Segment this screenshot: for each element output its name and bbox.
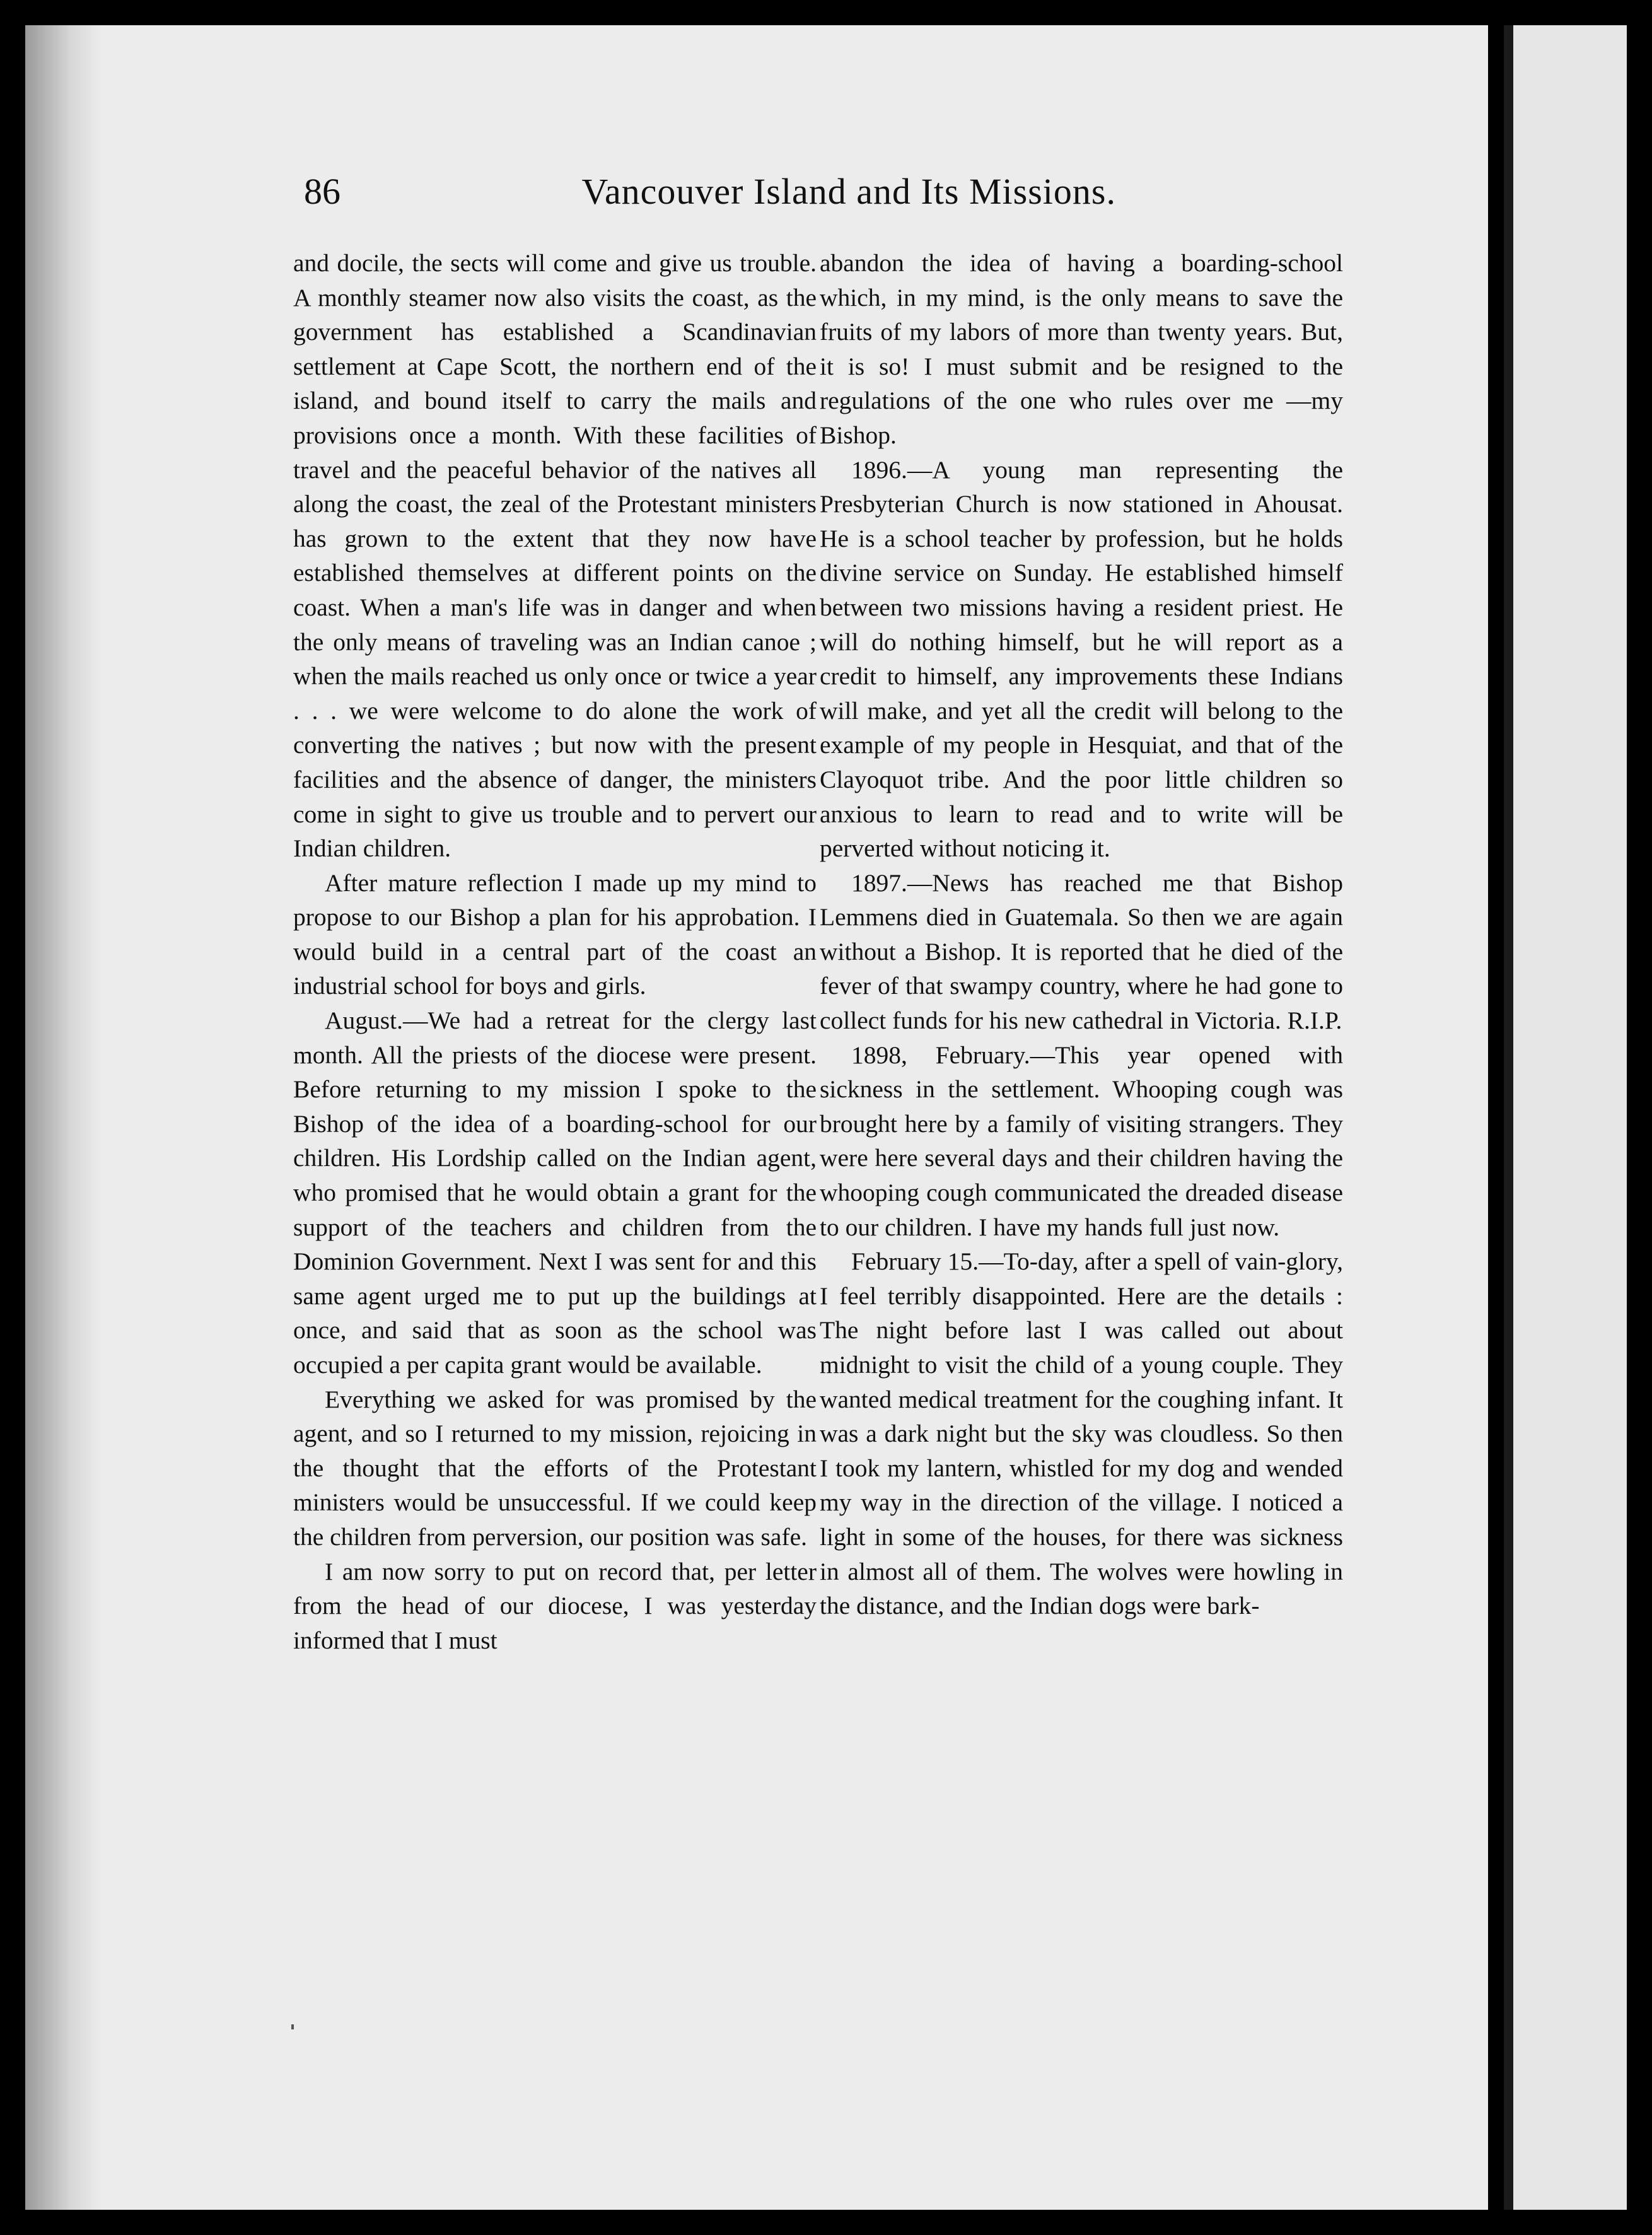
right-column — [820, 246, 1343, 1623]
ink-speck — [291, 2024, 294, 2029]
paragraph: Everything we asked for was promised by the agent, and so I returned to my mission, rejoicing in the thought that the efforts of the Protestant ministers would be unsuccessful. If we could keep the children from perversion, our position was safe. — [293, 1385, 817, 1551]
paragraph: February 15.—To-day, after a spell of vain-glory, I feel terribly disappointed. Here are the details : The night before last I was called out about midnight to visit the child of a young couple. They wanted medical treatment for the coughing infant. It was a dark night but the sky was cloudless. So then I took my lantern, whistled for my dog and wended my way in the direction of the village. I noticed a light in some of the houses, for there was sickness in almost all of them. The wolves were howling in the distance, and the Indian dogs were bark- — [820, 1247, 1343, 1620]
paragraph: I am now sorry to put on record that, per letter from the head of our diocese, I was yesterday informed that I must — [293, 1557, 817, 1654]
paragraph: 1896.—A young man representing the Presbyterian Church is now stationed in Ahousat. He is a school teacher by profession, but he holds divine service on Sunday. He established himself between two missions having a resident priest. He will do nothing himself, but he will report as a credit to himself, any improvements these Indians will make, and yet all the credit will belong to the example of my people in Hesquiat, and that of the Clayoquot tribe. And the poor little children so anxious to learn to read and to write will be perverted without noticing it. — [820, 455, 1343, 863]
page-number: 86 — [304, 171, 340, 212]
left-column — [293, 246, 817, 1657]
paragraph: and docile, the sects will come and give us trouble. A monthly steamer now also visits the coast, as the government has established a Scandinavian settlement at Cape Scott, the northern end of the island, and bound itself to carry the mails and provisions once a month. With these facilities of travel and the peaceful behavior of the natives all along the coast, the zeal of the Protestant ministers has grown to the extent that they now have established themselves at different points on the coast. When a man's life was in danger and when the only means of traveling was an Indian canoe ; when the mails reached us only once or twice a year . . . we were welcome to do alone the work of converting the natives ; but now with the present facilities and the absence of danger, the ministers come in sight to give us trouble and to pervert our Indian children. — [293, 249, 817, 863]
page-header — [277, 170, 1116, 240]
facing-page-strip — [1513, 25, 1627, 2210]
paragraph: August.—We had a retreat for the clergy last month. All the priests of the diocese were present. Before returning to my mission I spoke to the Bishop of the idea of a boarding-school for our children. His Lordship called on the Indian agent, who promised that he would obtain a grant for the support of the teachers and children from the Dominion Government. Next I was sent for and this same agent urged me to put up the buildings at once, and said that as soon as the school was occupied a per capita grant would be available. — [293, 1007, 817, 1379]
binding-gutter-shadow — [25, 25, 101, 2210]
paragraph: abandon the idea of having a boarding-school which, in my mind, is the only means to save the fruits of my labors of more than twenty years. But, it is so! I must submit and be resigned to the regulations of the one who rules over me —my Bishop. — [820, 249, 1343, 449]
paragraph: 1898, February.—This year opened with sickness in the settlement. Whooping cough was brought here by a family of visiting strangers. They were here several days and their children having the whooping cough communicated the dreaded disease to our children. I have my hands full just now. — [820, 1041, 1343, 1241]
running-title: Vancouver Island and Its Missions. — [581, 171, 1116, 212]
paragraph: After mature reflection I made up my mind to propose to our Bishop a plan for his approbation. I would build in a central part of the coast an industrial school for boys and girls. — [293, 868, 817, 1000]
paragraph: 1897.—News has reached me that Bishop Lemmens died in Guatemala. So then we are again without a Bishop. It is reported that he died of the fever of that swampy country, where he had gone to collect funds for his new cathedral in Victoria. R.I.P. — [820, 868, 1343, 1035]
